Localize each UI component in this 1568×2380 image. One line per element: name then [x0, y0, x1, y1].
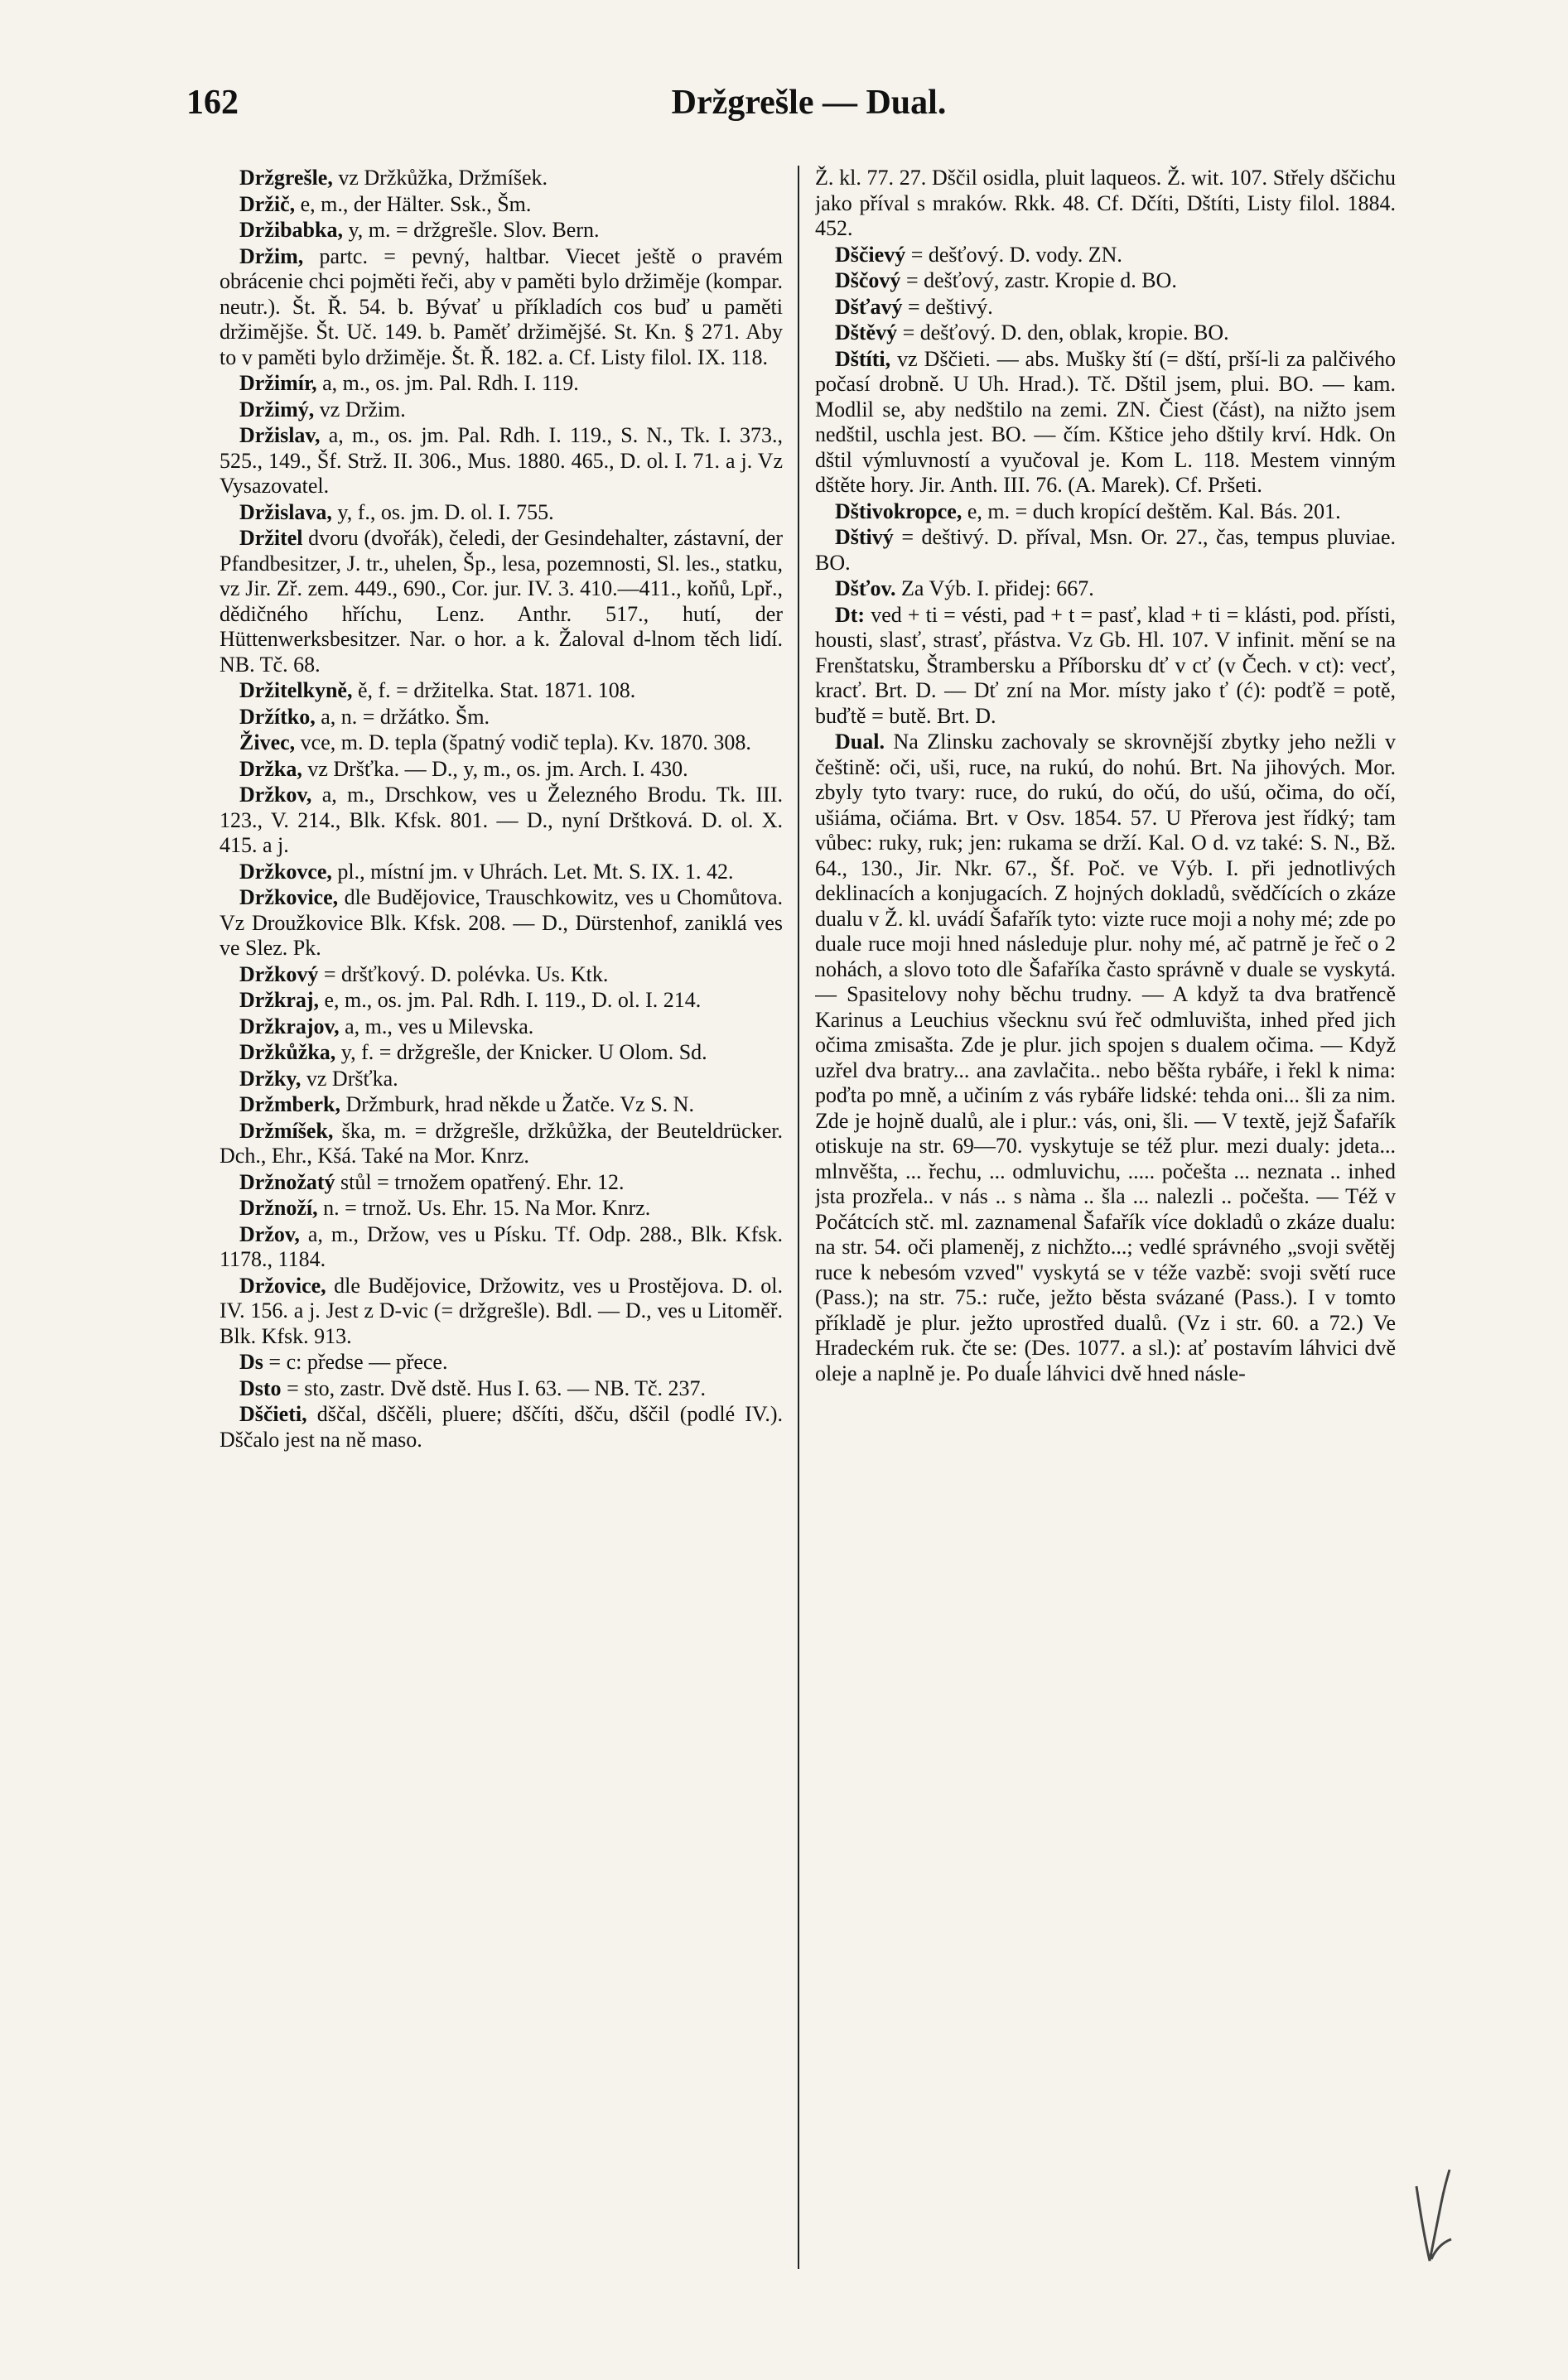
entry-text: Ž. kl. 77. 27. Dščil osidla, pluit laqueos. Ž. wit. 107. Střely dščichu jako příval s mraków. Rkk. 48. Cf. Dčíti, Dštíti, Listy filol. 1884. 452.: [815, 166, 1396, 240]
entry-headword: Dšťavý: [835, 294, 903, 319]
dictionary-entry: [815, 320, 1396, 346]
dictionary-entry: [220, 192, 783, 218]
entry-text: Držmburk, hrad někde u Žatče. Vz S. N.: [340, 1092, 694, 1116]
dictionary-entry: [220, 1222, 783, 1273]
entry-headword: Dštěvý: [835, 320, 898, 344]
entry-headword: Dščieti,: [239, 1402, 307, 1426]
entry-headword: Držgrešle,: [239, 166, 333, 190]
column-divider: [798, 166, 799, 2269]
entry-text: = dršťkový. D. polévka. Us. Ktk.: [318, 961, 609, 986]
dictionary-entry: [220, 962, 783, 988]
entry-text: = dešťový. D. vody. ZN.: [905, 242, 1122, 267]
entry-text: dle Budějovice, Držowitz, ves u Prostějova. D. ol. IV. 156. a j. Jest z D-vic (= držgrešle). Bdl. — D., ves u Litoměř. Blk. Kfsk. 913.: [220, 1273, 783, 1348]
entry-headword: Držim,: [239, 243, 304, 268]
entry-headword: Držka,: [239, 756, 302, 781]
dictionary-entry: [220, 423, 783, 499]
dictionary-entry: [815, 576, 1396, 602]
entry-text: dščal, dščěli, pluere; dščíti, dšču, dščil (podlé IV.). Dščalo jest na ně maso.: [220, 1402, 783, 1452]
entry-headword: Držnoží,: [239, 1196, 318, 1220]
entry-text: vz Držkůžka, Držmíšek.: [332, 166, 548, 190]
entry-text: a, n. = držátko. Šm.: [315, 704, 490, 729]
entry-text: n. = trnož. Us. Ehr. 15. Na Mor. Knrz.: [317, 1196, 651, 1220]
entry-text: ě, f. = držitelka. Stat. 1871. 108.: [352, 678, 636, 702]
dictionary-entry: [220, 1196, 783, 1221]
entry-headword: Dual.: [835, 730, 885, 754]
entry-headword: Držimír,: [239, 371, 317, 395]
dictionary-entry: [220, 757, 783, 783]
dictionary-entry: [815, 499, 1396, 525]
dictionary-entry: [220, 1170, 783, 1196]
entry-text: vz Dršťka.: [301, 1066, 398, 1091]
entry-text: stůl = trnožem opatřený. Ehr. 12.: [335, 1169, 625, 1194]
entry-text: dvoru (dvořák), čeledi, der Gesindehalter, zástavní, der Pfandbesitzer, J. tr., uhelen, Šp., lesa, pozemnosti, Sl. les., statku, vz Jir. Zř. zem. 449., 690., Cor. jur. IV. 3. 410.—411., koňů, Lpř., dědičného hříchu, Lenz. Anthr. 517., hutí, der Hüttenwerksbesitzer. Nar. o hor. a k. Žaloval d-lnom těch lidí. NB. Tč. 68.: [220, 526, 783, 677]
entry-headword: Držkový: [239, 961, 319, 986]
entry-text: = dešťový, zastr. Kropie d. BO.: [900, 268, 1177, 292]
entry-text: vz Držim.: [314, 397, 406, 422]
dictionary-entry: [220, 705, 783, 730]
entry-headword: Držitelkyně,: [239, 678, 353, 702]
dictionary-entry: [220, 1350, 783, 1375]
entry-headword: Držkovce,: [239, 859, 332, 884]
entry-headword: Držislava,: [239, 499, 332, 524]
entry-headword: Ds: [239, 1350, 263, 1374]
entry-headword: Dštíti,: [835, 346, 891, 371]
entry-headword: Živec,: [239, 730, 296, 754]
entry-text: vce, m. D. tepla (špatný vodič tepla). Kv. 1870. 308.: [295, 730, 751, 754]
entry-headword: Držič,: [239, 191, 296, 216]
entry-headword: Držkovice,: [239, 885, 339, 909]
entry-text: a, m., Drschkow, ves u Železného Brodu. Tk. III. 123., V. 214., Blk. Kfsk. 801. — D., nyní Drštková. D. ol. X. 415. a j.: [220, 783, 783, 857]
entry-headword: Držimý,: [239, 397, 315, 422]
entry-headword: Dščievý: [835, 242, 906, 267]
entry-text: e, m., os. jm. Pal. Rdh. I. 119., D. ol. I. 214.: [319, 988, 702, 1012]
entry-headword: Dšťov.: [835, 576, 896, 600]
entry-headword: Držmíšek,: [239, 1118, 334, 1143]
dictionary-entry: [220, 1067, 783, 1092]
dictionary-entry: [220, 397, 783, 423]
entry-text: partc. = pevný, haltbar. Viecet ještě o pravém obrácenie chci pojměti řeči, aby v paměti bylo držiměje (kompar. neutr.). Št. Ř. 54. b. Bývať u příkladích cos buď u paměti držimějše. Št. Uč. 149. b. Paměť držimějšé. St. Kn. § 271. Aby to v paměti bylo držiměje. Št. Ř. 182. a. Cf. Listy filol. IX. 118.: [220, 243, 783, 369]
dictionary-entry: [220, 860, 783, 885]
dictionary-entry: [220, 526, 783, 677]
entry-text: a, m., ves u Milevska.: [339, 1014, 534, 1038]
entry-text: = deštivý. D. příval, Msn. Or. 27., čas, tempus pluviae. BO.: [815, 525, 1396, 575]
dictionary-entry: [815, 525, 1396, 576]
dictionary-entry: [220, 1119, 783, 1169]
entry-text: y, f., os. jm. D. ol. I. 755.: [331, 499, 554, 524]
dictionary-entry: [220, 371, 783, 397]
dictionary-entry: [815, 730, 1396, 1386]
dictionary-entry: [815, 243, 1396, 268]
running-head: Držgrešle — Dual.: [671, 84, 947, 122]
page-header: [186, 83, 1431, 132]
dictionary-entry: [220, 678, 783, 704]
dictionary-entry: [220, 783, 783, 859]
dictionary-entry: [220, 1402, 783, 1453]
dictionary-entry: [220, 730, 783, 756]
dictionary-entry: [815, 268, 1396, 294]
entry-headword: Držislav,: [239, 423, 321, 447]
dictionary-entry: [220, 1092, 783, 1118]
entry-headword: Dščový: [835, 268, 901, 292]
entry-text: = deštivý.: [902, 294, 993, 319]
left-column: [220, 166, 783, 2281]
entry-text: a, m., os. jm. Pal. Rdh. I. 119., S. N., Tk. I. 373., 525., 149., Šf. Strž. II. 306., Mus. 1880. 465., D. ol. I. 71. a j. Vz Vysazovatel.: [220, 423, 783, 498]
dictionary-entry: [220, 166, 783, 191]
entry-headword: Dt:: [835, 602, 866, 627]
entry-headword: Držibabka,: [239, 218, 343, 242]
entry-text: dle Budějovice, Trauschkowitz, ves u Chomůtova. Vz Droužkovice Blk. Kfsk. 208. — D., Dürstenhof, zaniklá ves ve Slez. Pk.: [220, 885, 783, 960]
entry-headword: Držitel: [239, 526, 303, 550]
entry-text: = dešťový. D. den, oblak, kropie. BO.: [897, 320, 1229, 344]
dictionary-entry: [815, 166, 1396, 242]
entry-text: pl., místní jm. v Uhrách. Let. Mt. S. IX. 1. 42.: [331, 859, 734, 884]
dictionary-entry: [220, 1040, 783, 1066]
entry-headword: Držkov,: [239, 783, 312, 807]
entry-text: e, m., der Hälter. Ssk., Šm.: [295, 191, 532, 216]
dictionary-entry: [815, 603, 1396, 730]
entry-text: = c: předse — přece.: [263, 1350, 448, 1374]
dictionary-entry: [220, 500, 783, 526]
entry-text: a, m., Držow, ves u Písku. Tf. Odp. 288., Blk. Kfsk. 1178., 1184.: [220, 1221, 783, 1271]
entry-headword: Držnožatý: [239, 1169, 335, 1194]
entry-text: ved + ti = vésti, pad + t = pasť, klad + ti = klásti, pod. přísti, housti, slasť, strasť, přástva. Vz Gb. Hl. 107. V infinit. mění se na Frenštatsku, Štrambersku a Příborsku dť v cť (v Čech. v ct): vecť, kracť. Brt. D. — Dť zní na Mor. místy jako ť (ć): podťě = potě, buďtě = butě. Brt. D.: [815, 602, 1396, 728]
entry-headword: Držítko,: [239, 704, 316, 729]
dictionary-entry: [220, 1376, 783, 1402]
entry-headword: Držovice,: [239, 1273, 326, 1298]
dictionary-entry: [220, 885, 783, 961]
entry-headword: Držkůžka,: [239, 1040, 336, 1064]
entry-headword: Držky,: [239, 1066, 302, 1091]
dictionary-entry: [220, 1014, 783, 1040]
dictionary-entry: [815, 347, 1396, 499]
entry-text: vz Dščieti. — abs. Mušky ští (= dští, prší-li za palčivého počasí drobně. U Uh. Hrad.). Tč. Dštil jsem, plui. BO. — kam. Modlil se, aby nedštilo na zemi. ZN. Čiest (část), na nižto jsem nedštil, uschla jest. BO. — čím. Kštice jeho dštily krví. Hdk. On dštil výmluvností a vyučoval je. Kom L. 118. Mestem vinným dštěte hory. Jir. Anth. III. 76. (A. Marek). Cf. Pršeti.: [815, 346, 1396, 497]
entry-headword: Dštivý: [835, 525, 894, 549]
dictionary-entry: [220, 1274, 783, 1350]
entry-text: Za Výb. I. přidej: 667.: [895, 576, 1094, 600]
dictionary-entry: [220, 988, 783, 1014]
entry-headword: Držkraj,: [239, 988, 320, 1012]
dictionary-entry: [220, 218, 783, 243]
page-number: 162: [186, 84, 239, 122]
entry-headword: Držmberk,: [239, 1092, 341, 1116]
entry-headword: Dsto: [239, 1375, 282, 1400]
entry-headword: Držkrajov,: [239, 1014, 340, 1038]
pencil-mark-icon: [1400, 2153, 1474, 2277]
right-column: [815, 166, 1396, 2281]
entry-text: y, m. = držgrešle. Slov. Bern.: [342, 218, 600, 242]
entry-text: e, m. = duch kropící deštěm. Kal. Bás. 201.: [962, 499, 1341, 523]
entry-text: vz Dršťka. — D., y, m., os. jm. Arch. I. 430.: [302, 756, 688, 781]
dictionary-entry: [220, 244, 783, 371]
entry-headword: Dštivokropce,: [835, 499, 963, 523]
entry-headword: Držov,: [239, 1221, 300, 1246]
entry-text: Na Zlinsku zachovaly se skrovnější zbytky jeho nežli v češtině: oči, uši, ruce, na rukú, do nohú. Brt. Na jihových. Mor. zbyly tyto tvary: ruce, do rukú, do očú, do ušú, očima, do očí, ušiáma, očiáma. Brt. v Osv. 1854. 57. U Přerova jest řídký; tam vůbec: ruky, ruk; jen: rukama se drží. Kal. O d. vz také: S. N., Bž. 64., 130., Jir. Nkr. 67., Šf. Poč. ve Výb. I. při jednotlivých deklinacích a konjugacích. Z hojných dokladů, svědčících o zkáze dualu v Ž. kl. uvádí Šafařík tyto: vizte ruce moji a nohy mé; zde po duale ruce moji hned následuje plur. nohy mé, ač patrně je řeč o 2 nohách, a slovo toto dle Šafaříka často správně v duale se vyskytá. — Spasitelovy nohy běchu trudny. — A když ta dva bratřencě Karinus a Leuchius všecknu svú řeč odmluvišta, inhed před jich očima zmisašta. Zde je plur. jich spojen s dualem očima. — Když uzřel dva bratry... ana zavlačita.. nebo běšta rybáře, i řekl k nima: poďta po mně, a učiním z vás rybáře lidské: tehda oni... šli za nim. Zde je hojně dualů, ale i plur.: vás, oni, šli. — V textě, jejž Šafařík otiskuje na str. 69—70. vyskytuje se též plur. mezi dualy: jdeta... mlnvěšta, ... řechu, ... odmluvichu, ..... počešta ... neznata .. inhed jsta prozřela.. v nás .. s nàma .. šla ... nalezli .. počešta. — Též v Počátcích stč. ml. zaznamenal Šafařík více dokladů o zkáze dualu: na str. 54. oči plameněj, z nichžto...; vedlé správného „svoji světěj ruce k nebesóm vzved" vyskytá se v téže vazbě: svoji světí ruce (Pass.); na str. 75.: ruče, ježto běsta svázané (Pass.). I v tomto příkladě je plur. ježto uprostřed dualů. (Vz i str. 60. a 72.) Ve Hradeckém ruk. čte se: (Des. 1077. a sl.): ať postavím láhvici dvě oleje a naplně je. Po duaĺe láhvici dvě hned násle-: [815, 730, 1396, 1385]
entry-text: y, f. = držgrešle, der Knicker. U Olom. Sd.: [335, 1040, 707, 1064]
dictionary-entry: [815, 295, 1396, 320]
entry-text: a, m., os. jm. Pal. Rdh. I. 119.: [316, 371, 579, 395]
entry-text: = sto, zastr. Dvě dstě. Hus I. 63. — NB. Tč. 237.: [281, 1375, 707, 1400]
entry-text: ška, m. = držgrešle, držkůžka, der Beuteldrücker. Dch., Ehr., Kšá. Také na Mor. Knrz.: [220, 1118, 783, 1168]
